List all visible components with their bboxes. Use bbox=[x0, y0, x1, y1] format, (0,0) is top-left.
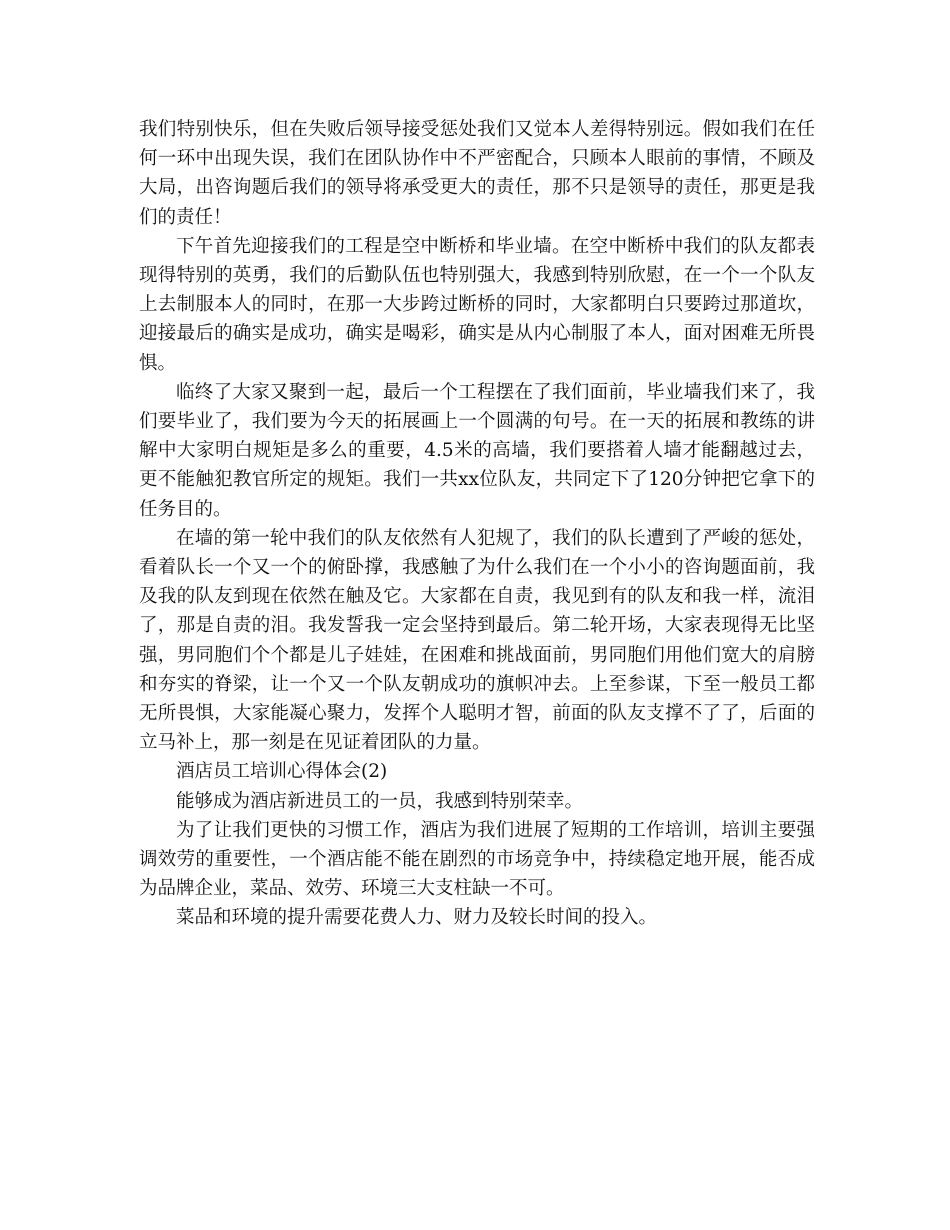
paragraph-7: 菜品和环境的提升需要花费人力、财力及较长时间的投入。 bbox=[176, 907, 658, 929]
document-page bbox=[139, 115, 815, 933]
section-heading: 酒店员工培训心得体会(2) bbox=[176, 761, 388, 783]
paragraph-4: 在墙的第一轮中我们的队友依然有人犯规了，我们的队长遭到了严峻的惩处，看着队长一个又一个的俯卧撑，我感触了为什么我们在一个小小的咨询题面前，我及我的队友到现在依然在触及它。大家都在自责，我见到有的队友和我一样，流泪了，那是自责的泪。我发誓我一定会坚持到最后。第二轮开场，大家表现得无比坚强，男同胞们个个都是儿子娃娃，在困难和挑战面前，男同胞们用他们宽大的肩膀和夯实的脊梁，让一个又一个队友朝成功的旗帜冲去。上至参谋，下至一般员工都无所畏惧，大家能凝心聚力，发挥个人聪明才智，前面的队友支撑不了了，后面的立马补上，那一刻是在见证着团队的力量。 bbox=[139, 527, 815, 754]
paragraph-6: 为了让我们更快的习惯工作，酒店为我们进展了短期的工作培训，培训主要强调效劳的重要性，一个酒店能不能在剧烈的市场竞争中，持续稳定地开展，能否成为品牌企业，菜品、效劳、环境三大支柱缺一不可。 bbox=[139, 819, 815, 900]
paragraph-5: 能够成为酒店新进员工的一员，我感到特别荣幸。 bbox=[176, 790, 584, 812]
paragraph-3: 临终了大家又聚到一起，最后一个工程摆在了我们面前，毕业墙我们来了，我们要毕业了，我们要为今天的拓展画上一个圆满的句号。在一天的拓展和教练的讲解中大家明白规矩是多么的重要，4.5米的高墙，我们要搭着人墙才能翻越过去，更不能触犯教官所定的规矩。我们一共xx位队友，共同定下了120分钟把它拿下的任务目的。 bbox=[139, 381, 815, 520]
paragraph-1: 我们特别快乐，但在失败后领导接受惩处我们又觉本人差得特别远。假如我们在任何一环中出现失误，我们在团队协作中不严密配合，只顾本人眼前的事情，不顾及大局，出咨询题后我们的领导将承受更大的责任，那不只是领导的责任，那更是我们的责任！ bbox=[139, 119, 815, 228]
paragraph-2: 下午首先迎接我们的工程是空中断桥和毕业墙。在空中断桥中我们的队友都表现得特别的英勇，我们的后勤队伍也特别强大，我感到特别欣慰，在一个一个队友上去制服本人的同时，在那一大步跨过断桥的同时，大家都明白只要跨过那道坎，迎接最后的确实是成功，确实是喝彩，确实是从内心制服了本人，面对困难无所畏惧。 bbox=[139, 235, 815, 374]
